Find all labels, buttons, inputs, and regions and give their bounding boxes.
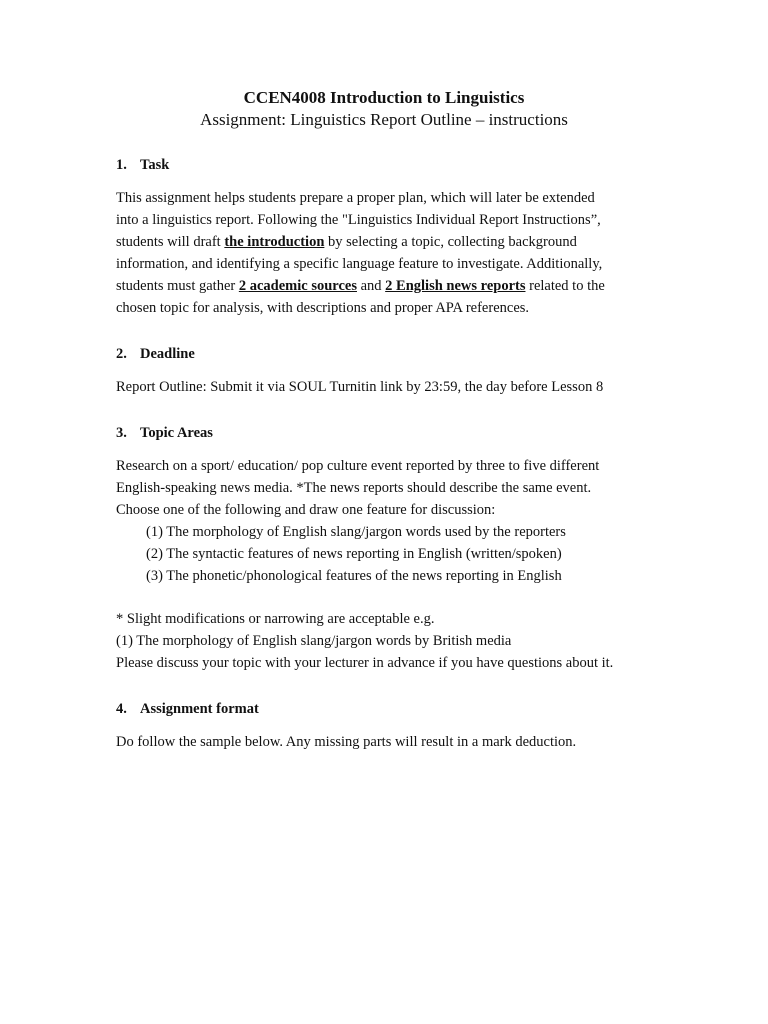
topic-option: (1) The morphology of English slang/jargon words used by the reporters [146, 524, 566, 540]
assignment-title: Assignment: Linguistics Report Outline – instructions [200, 110, 568, 129]
paragraph-line [116, 209, 656, 231]
text-run: chosen topic for analysis, with descriptions and proper APA references. [116, 300, 530, 316]
paragraph-line [116, 297, 656, 319]
section-heading-assignment-format [116, 699, 259, 719]
paragraph-line: Choose one of the following and draw one feature for discussion: [116, 502, 496, 518]
paragraph-line [116, 275, 656, 297]
section-title: Assignment format [140, 701, 259, 717]
emphasis-news-reports: 2 English news reports [385, 278, 526, 294]
section-number: 4. [116, 701, 127, 717]
section-heading-topic-areas [116, 423, 213, 443]
paragraph-line: Do follow the sample below. Any missing parts will result in a mark deduction. [116, 734, 577, 750]
text-run: by selecting a topic, collecting background [324, 234, 577, 250]
deadline-paragraph [116, 376, 656, 398]
text-run: students must gather [116, 278, 239, 294]
text-run: students will draft [116, 234, 225, 250]
course-title: CCEN4008 Introduction to Linguistics [243, 88, 525, 107]
topic-option: (3) The phonetic/phonological features of the news reporting in English [146, 568, 562, 584]
paragraph-line: (1) The morphology of English slang/jargon words by British media [116, 633, 512, 649]
paragraph-line: Please discuss your topic with your lecturer in advance if you have questions about it. [116, 655, 614, 671]
paragraph-line: * Slight modifications or narrowing are acceptable e.g. [116, 611, 435, 627]
text-run: related to the [525, 278, 605, 294]
topic-areas-paragraph [116, 455, 656, 587]
section-heading-deadline [116, 344, 195, 364]
paragraph-line [116, 253, 656, 275]
section-title: Topic Areas [140, 425, 213, 441]
paragraph-line [116, 187, 656, 209]
section-heading-task [116, 155, 169, 175]
format-paragraph [116, 731, 656, 753]
paragraph-line: Report Outline: Submit it via SOUL Turnitin link by 23:59, the day before Lesson 8 [116, 379, 604, 395]
section-number: 2. [116, 346, 127, 362]
paragraph-line: English-speaking news media. *The news reports should describe the same event. [116, 480, 592, 496]
emphasis-academic-sources: 2 academic sources [238, 278, 357, 294]
emphasis-the-introduction: the introduction [224, 234, 325, 250]
section-number: 3. [116, 425, 127, 441]
topic-option: (2) The syntactic features of news reporting in English (written/spoken) [146, 546, 562, 562]
task-paragraph [116, 187, 656, 319]
text-run: and [356, 278, 386, 294]
section-title: Task [140, 157, 170, 173]
paragraph-line: Research on a sport/ education/ pop culture event reported by three to five different [116, 458, 600, 474]
section-title: Deadline [140, 346, 195, 362]
section-number: 1. [116, 157, 127, 173]
paragraph-line [116, 231, 656, 253]
title-block [0, 87, 768, 131]
text-run: into a linguistics report. Following the "Linguistics Individual Report Instructions”, [116, 212, 601, 228]
topic-note-paragraph [116, 608, 656, 674]
text-run: information, and identifying a specific language feature to investigate. Additionally, [116, 256, 603, 272]
text-run: This assignment helps students prepare a proper plan, which will later be extended [116, 190, 595, 206]
